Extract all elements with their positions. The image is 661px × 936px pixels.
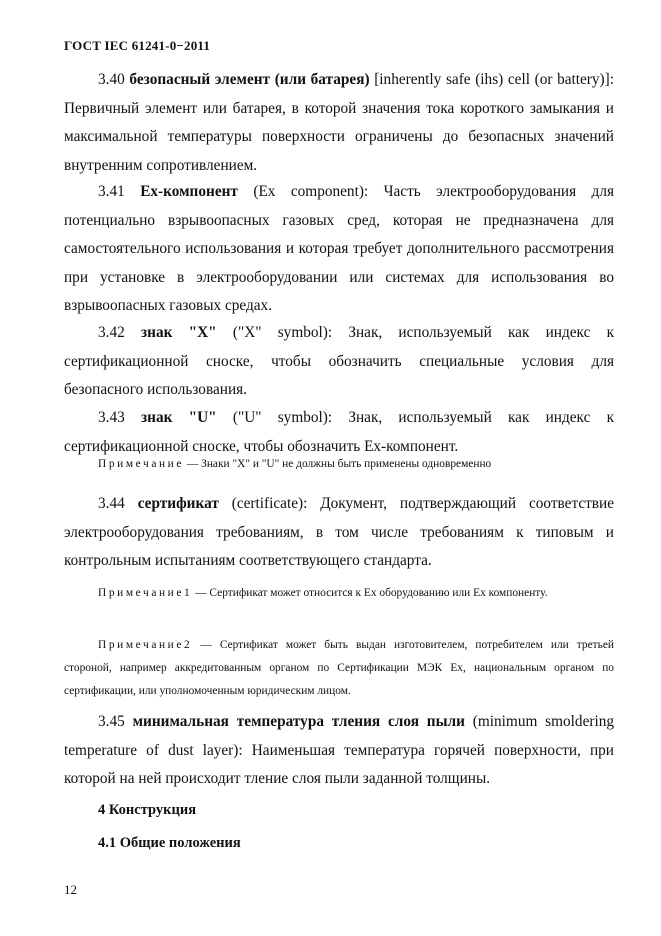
- definition-3-41: [64, 178, 614, 321]
- entry-number: 3.42: [98, 324, 125, 341]
- definition-text: (Ex component): Часть электрооборудования для потенциально взрывоопасных газовых сред, которая не предназначена для самостоятельного использования и которая требует дополнительного рассмотрения при установке в электрооборудовании или системах для использования во взрывоопасных газовых средах.: [64, 183, 615, 314]
- definition-text: (minimum smoldering temperature of dust layer): Наименьшая температура горячей поверхности, при которой на ней происходит тление слоя пыли заданной толщины.: [64, 713, 615, 787]
- note-3-43: [64, 453, 614, 476]
- note-text: — Сертификат может быть выдан изготовителем, потребителем или третьей стороной, например аккредитованным органом по Сертификации МЭК Ех, национальным органом по сертификации, или уполномоченным юридическим лицом.: [64, 639, 614, 697]
- definition-text: [inherently safe (ihs) cell (or battery)]: Первичный элемент или батарея, в которой значения тока короткого замыкания и максимальной температуры поверхности ограничены до безопасных значений внутренним сопротивлением.: [64, 71, 614, 174]
- definition-3-42: [64, 319, 614, 405]
- document-header: ГОСТ IEC 61241-0−2011: [64, 38, 211, 53]
- definition-3-40: [64, 66, 614, 180]
- note-text: — Знаки "X" и "U" не должны быть применены одновременно: [186, 458, 492, 470]
- definition-text: (certificate): Документ, подтверждающий соответствие электрооборудования требованиям, в том числе требованиям к типовым и контрольным испытаниям соответствующего стандарта.: [64, 495, 614, 569]
- definition-text: ("X" symbol): Знак, используемый как индекс к сертификационной сноске, чтобы обозначить специальные условия для безопасного использования.: [64, 324, 615, 398]
- page-number: 12: [64, 882, 77, 897]
- term: знак "U": [141, 409, 217, 426]
- note-text: — Сертификат может относится к Ех оборудованию или Ех компоненту.: [195, 587, 548, 599]
- section-heading-4: 4 Конструкция: [98, 802, 197, 818]
- entry-number: 3.41: [98, 183, 125, 200]
- term: сертификат: [137, 495, 219, 512]
- definition-3-45: [64, 708, 614, 794]
- entry-number: 3.44: [98, 495, 125, 512]
- definition-3-44: [64, 490, 614, 576]
- term: знак "X": [141, 324, 217, 341]
- note-label: Примечание1: [98, 587, 193, 599]
- term: Ех-компонент: [140, 183, 238, 200]
- entry-number: 3.43: [98, 409, 125, 426]
- term: минимальная температура тления слоя пыли: [132, 713, 465, 730]
- note-3-44-2: [64, 634, 614, 703]
- entry-number: 3.45: [98, 713, 125, 730]
- note-label: Примечание: [98, 458, 185, 470]
- note-label: Примечание2: [98, 639, 193, 651]
- definition-text: ("U" symbol): Знак, используемый как индекс к сертификационной сноске, чтобы обозначить Ех-компонент.: [64, 409, 615, 455]
- note-3-44-1: [64, 582, 614, 605]
- entry-number: 3.40: [98, 71, 125, 88]
- section-heading-4-1: 4.1 Общие положения: [98, 835, 241, 851]
- term: безопасный элемент (или батарея): [129, 71, 370, 88]
